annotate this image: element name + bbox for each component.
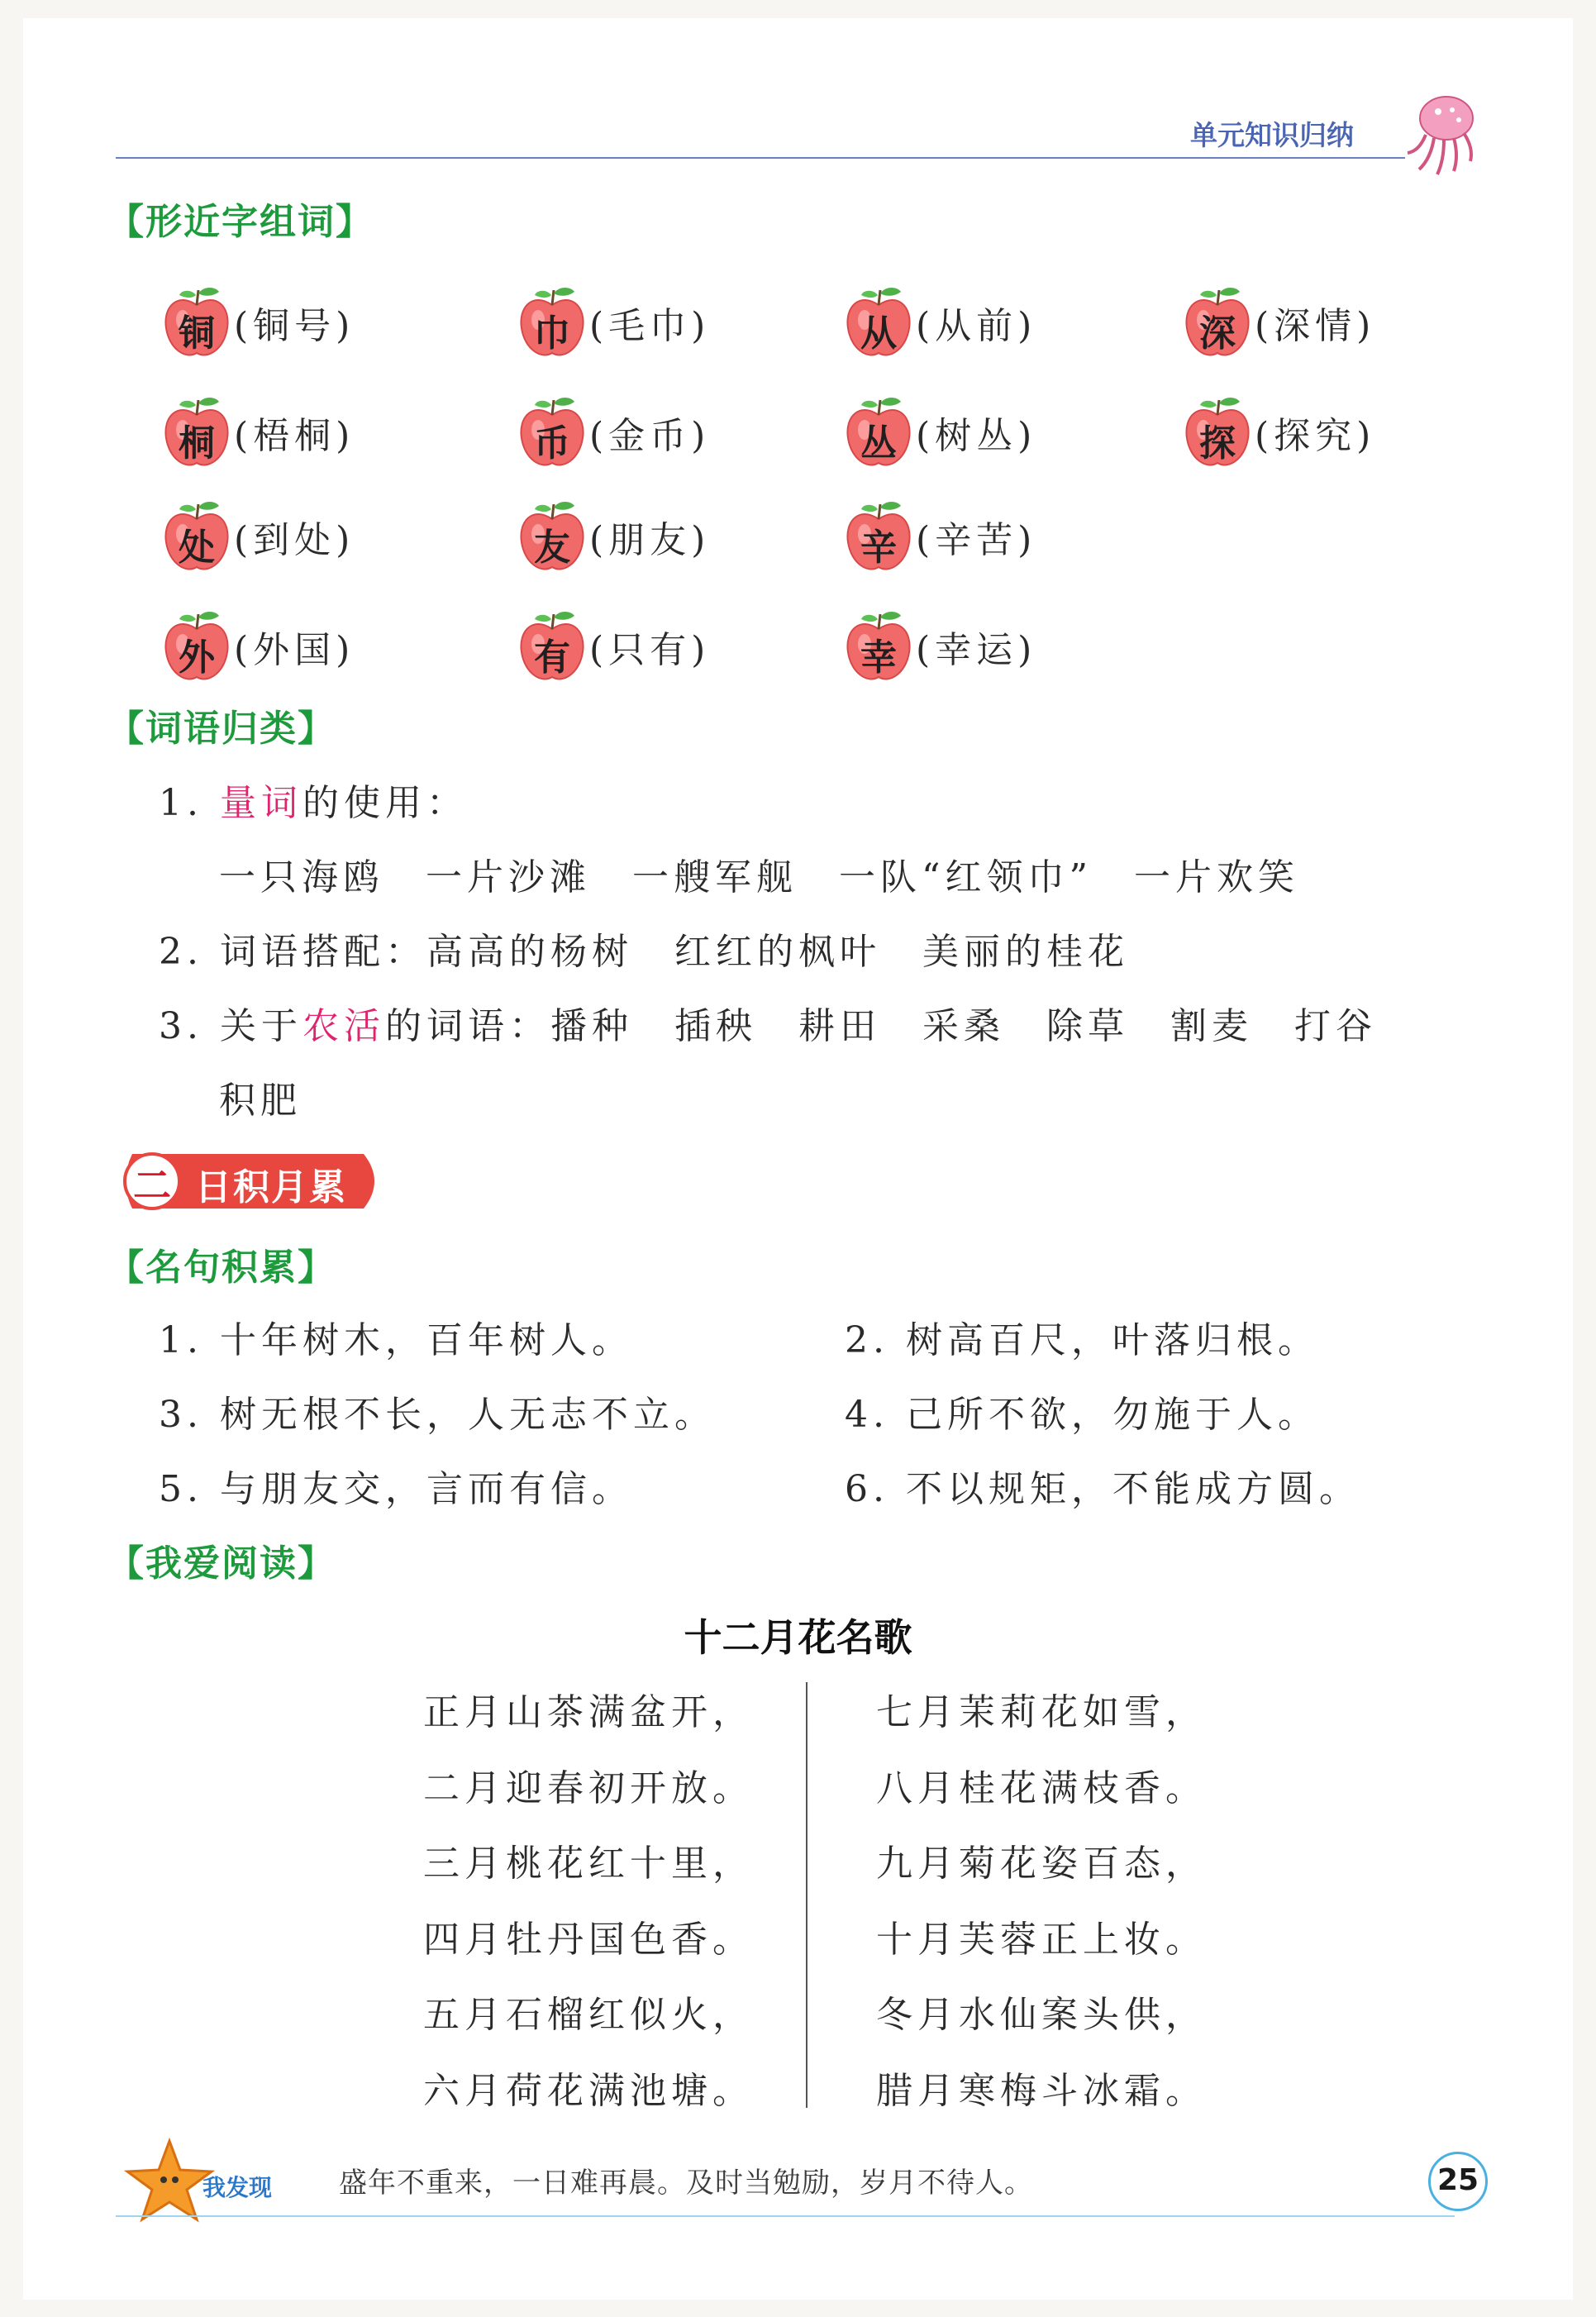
ciyu-line-1	[159, 773, 468, 826]
apple-icon	[1182, 395, 1253, 470]
apple-word-item	[517, 609, 710, 684]
ciyu-line-3-cont: 积肥	[219, 1080, 302, 1122]
apple-word-item	[161, 285, 355, 360]
banner-number: 二	[133, 1163, 171, 1208]
section-tag-xingjin: 【形近字组词】	[107, 201, 374, 243]
mingju-item-1: 1. 十年树木，百年树人。	[159, 1319, 633, 1361]
apple-word-item	[843, 499, 1036, 574]
poem-left-line-2: 二月迎春初开放。	[423, 1767, 754, 1809]
poem-left-line-5: 五月石榴红似火，	[423, 1994, 754, 2036]
apple-word-item	[517, 285, 710, 360]
apple-word-text: (梧桐)	[234, 415, 355, 457]
starfish-icon	[124, 2137, 215, 2224]
apple-icon	[161, 609, 232, 684]
apple-character: 外	[179, 636, 215, 679]
apple-icon	[161, 499, 232, 574]
apple-character: 探	[1199, 422, 1236, 465]
poem-left-line-1: 正月山茶满盆开，	[423, 1691, 754, 1733]
apple-word-text: (朋友)	[589, 519, 711, 561]
apple-character: 币	[534, 422, 570, 465]
apple-icon	[843, 609, 914, 684]
apple-icon	[161, 395, 232, 470]
apple-word-text: (金币)	[589, 415, 711, 457]
apple-character: 友	[534, 527, 570, 569]
section-tag-yuedu: 【我爱阅读】	[107, 1542, 336, 1585]
apple-character: 从	[860, 312, 897, 355]
apple-word-item	[1182, 285, 1375, 360]
apple-icon	[517, 499, 588, 574]
poem-right-line-5: 冬月水仙案头供，	[876, 1994, 1207, 2036]
apple-word-item	[517, 499, 710, 574]
jellyfish-icon	[1401, 87, 1484, 178]
apple-icon	[517, 395, 588, 470]
ciyu-highlight-nonghuo: 农活	[302, 1005, 385, 1047]
poem-left-line-4: 四月牡丹国色香。	[423, 1919, 754, 1961]
poem-right-line-1: 七月茉莉花如雪，	[876, 1691, 1207, 1733]
footer-divider	[116, 2215, 1455, 2217]
apple-word-item	[517, 395, 710, 470]
apple-icon	[517, 609, 588, 684]
apple-word-text: (幸运)	[916, 629, 1037, 671]
apple-word-text: (到处)	[234, 519, 355, 561]
page-number: 25	[1428, 2152, 1488, 2211]
apple-word-text: (铜号)	[234, 305, 355, 347]
apple-word-text: (辛苦)	[916, 519, 1037, 561]
apple-word-text: (只有)	[589, 629, 711, 671]
mingju-item-4: 4. 己所不欲，勿施于人。	[845, 1394, 1319, 1436]
mingju-item-6: 6. 不以规矩，不能成方圆。	[845, 1468, 1360, 1510]
poem-left-line-3: 三月桃花红十里，	[423, 1843, 754, 1885]
apple-word-text: (探究)	[1255, 415, 1376, 457]
apple-word-text: (从前)	[916, 305, 1037, 347]
apple-word-item	[843, 395, 1036, 470]
apple-word-item	[1182, 395, 1375, 470]
poem-title: 十二月花名歌	[684, 1615, 912, 1660]
ciyu-highlight-liangci: 量词	[219, 782, 303, 824]
apple-word-text: (树丛)	[916, 415, 1037, 457]
poem-left-line-6: 六月荷花满池塘。	[423, 2070, 754, 2112]
mingju-item-5: 5. 与朋友交，言而有信。	[159, 1468, 633, 1510]
poem-right-line-4: 十月芙蓉正上妆。	[876, 1919, 1207, 1961]
mingju-item-3: 3. 树无根不长，人无志不立。	[159, 1394, 716, 1436]
apple-icon	[843, 499, 914, 574]
apple-icon	[843, 395, 914, 470]
apple-character: 处	[179, 527, 215, 569]
mingju-item-2: 2. 树高百尺，叶落归根。	[845, 1319, 1319, 1361]
header-title: 单元知识归纳	[1190, 119, 1354, 151]
apple-word-item	[161, 609, 355, 684]
apple-icon	[161, 285, 232, 360]
ciyu-line-3-a: 3. 关于	[159, 1005, 303, 1047]
apple-icon	[843, 285, 914, 360]
poem-right-line-6: 腊月寒梅斗冰霜。	[876, 2070, 1207, 2112]
section-tag-ciyu: 【词语归类】	[107, 708, 336, 750]
apple-character: 铜	[179, 312, 215, 355]
apple-character: 有	[534, 636, 570, 679]
apple-word-text: (外国)	[234, 629, 355, 671]
apple-character: 丛	[860, 422, 897, 465]
header-divider	[116, 157, 1405, 159]
ciyu-line-3	[159, 996, 1377, 1049]
apple-word-text: (毛巾)	[589, 305, 711, 347]
apple-character: 巾	[534, 312, 570, 355]
footer-badge: 我发现	[202, 2174, 273, 2201]
apple-character: 幸	[860, 636, 897, 679]
poem-divider	[806, 1682, 808, 2108]
apple-word-item	[161, 395, 355, 470]
apple-character: 桐	[179, 422, 215, 465]
ciyu-line-1-num: 1.	[159, 782, 203, 824]
poem-right-line-3: 九月菊花姿百态，	[876, 1843, 1207, 1885]
apple-word-item	[843, 609, 1036, 684]
ciyu-line-1-items: 一只海鸥 一片沙滩 一艘军舰 一队“红领巾” 一片欢笑	[219, 856, 1299, 899]
apple-word-item	[161, 499, 355, 574]
apple-character: 辛	[860, 527, 897, 569]
section-banner-rijiyuelei	[116, 1151, 388, 1212]
ciyu-line-2: 2. 词语搭配：高高的杨树 红红的枫叶 美丽的桂花	[159, 931, 1129, 973]
banner-title: 日积月累	[195, 1166, 347, 1209]
poem-right-line-2: 八月桂花满枝香。	[876, 1767, 1207, 1809]
ciyu-line-1-rest: 的使用：	[302, 782, 468, 824]
apple-word-text: (深情)	[1255, 305, 1376, 347]
ciyu-line-3-b: 的词语：播种 插秧 耕田 采桑 除草 割麦 打谷	[384, 1005, 1377, 1047]
apple-icon	[517, 285, 588, 360]
apple-icon	[1182, 285, 1253, 360]
apple-word-item	[843, 285, 1036, 360]
footer-quote: 盛年不重来，一日难再晨。及时当勉励，岁月不待人。	[339, 2167, 1033, 2200]
apple-character: 深	[1199, 312, 1236, 355]
section-tag-mingju: 【名句积累】	[107, 1247, 336, 1289]
